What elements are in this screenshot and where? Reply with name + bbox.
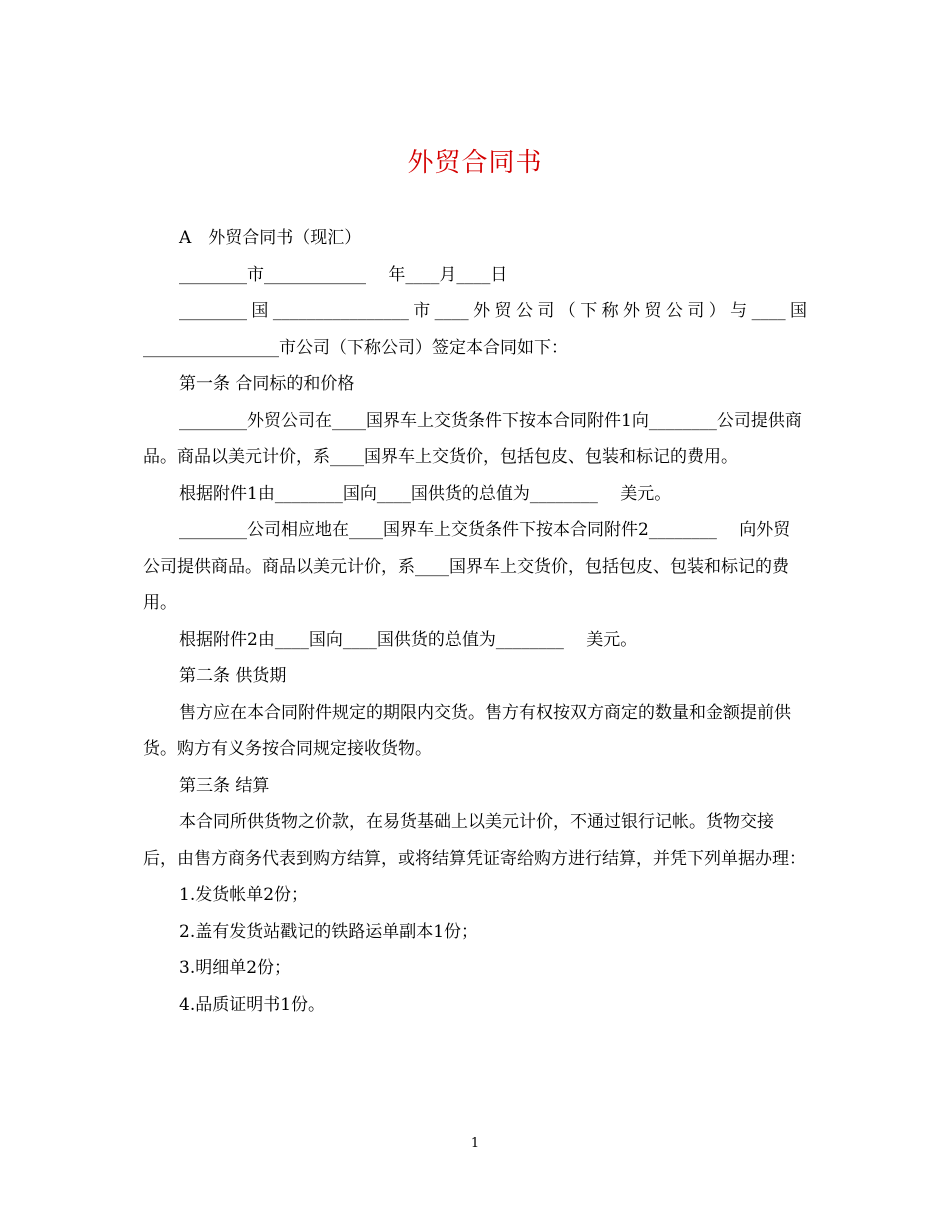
contract-parties-line-1: ________国________________市____外贸公司（下称外贸公司）与____国 xyxy=(179,301,807,321)
document-title: 外贸合同书 xyxy=(407,148,543,178)
contract-place-date-line: ________市____________ 年____月____日 xyxy=(179,264,508,285)
article-3-paragraph-1: 本合同所供货物之价款，在易货基础上以美元计价，不通过银行记帐。货物交接后，由售方商务代表到购方结算，或将结算凭证寄给购方进行结算，并凭下列单据办理： xyxy=(143,812,806,869)
article-1-paragraph-4: 根据附件2由____国向____国供货的总值为________ 美元。 xyxy=(179,629,638,650)
article-1-heading: 第一条 合同标的和价格 xyxy=(179,374,355,394)
article-1-paragraph-2: 根据附件1由________国向____国供货的总值为________ 美元。 xyxy=(179,483,672,504)
page-number: 1 xyxy=(470,1136,480,1151)
contract-subtitle: A 外贸合同书（现汇） xyxy=(179,228,362,248)
article-2-heading: 第二条 供货期 xyxy=(179,666,287,686)
document-list-item-3: 3.明细单2份； xyxy=(179,958,292,978)
article-1-paragraph-3: ________公司相应地在____国界车上交货条件下按本合同附件2________ 向外贸公司提供商品。商品以美元计价，系____国界车上交货价，包括包皮、包装和标记的费用。 xyxy=(143,520,791,613)
article-2-paragraph-1: 售方应在本合同附件规定的期限内交货。售方有权按双方商定的数量和金额提前供货。购方有义务按合同规定接收货物。 xyxy=(143,702,791,759)
document-list-item-1: 1.发货帐单2份； xyxy=(179,885,309,905)
document-list-item-2: 2.盖有发货站戳记的铁路运单副本1份； xyxy=(179,921,479,942)
document-list-item-4: 4.品质证明书1份。 xyxy=(179,994,326,1015)
article-1-paragraph-1: ________外贸公司在____国界车上交货条件下按本合同附件1向________公司提供商品。商品以美元计价，系____国界车上交货价，包括包皮、包装和标记的费用。 xyxy=(143,410,802,467)
article-3-heading: 第三条 结算 xyxy=(179,775,270,796)
document-body xyxy=(143,220,807,1023)
contract-parties-line-2: ________________市公司（下称公司）签定本合同如下： xyxy=(143,337,568,358)
